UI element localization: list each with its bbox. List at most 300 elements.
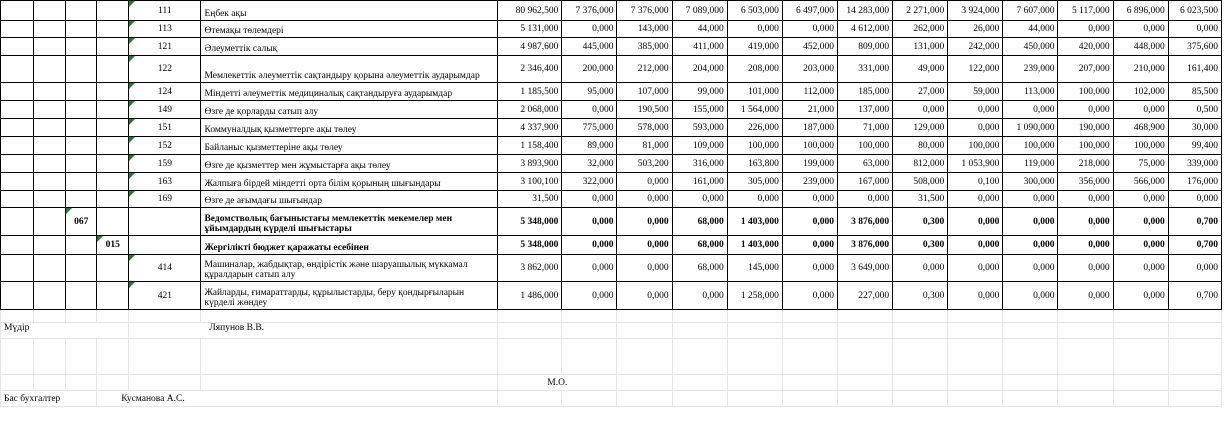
cell-subprogram[interactable] [97, 21, 129, 38]
cell-value[interactable]: 107,000 [617, 83, 672, 101]
cell-value[interactable]: 100,000 [1058, 137, 1113, 155]
cell-function[interactable] [34, 208, 66, 236]
cell-program[interactable] [66, 282, 97, 310]
table-row[interactable] [1, 282, 1222, 310]
cell-value[interactable]: 32,000 [562, 155, 617, 173]
blank-cell[interactable] [1168, 323, 1221, 339]
cell-value[interactable]: 1 403,000 [727, 236, 782, 255]
blank-cell[interactable] [201, 339, 498, 375]
cell-value[interactable]: 0,000 [1058, 191, 1113, 208]
cell-program[interactable] [66, 137, 97, 155]
cell-value[interactable]: 419,000 [727, 38, 782, 56]
blank-cell[interactable] [782, 391, 837, 407]
cell-value[interactable]: 0,000 [617, 255, 672, 282]
cell-specifics[interactable]: 421 [129, 282, 201, 310]
cell-value[interactable]: 356,000 [1058, 173, 1113, 191]
cell-value[interactable]: 122,000 [948, 56, 1003, 83]
cell-function[interactable] [34, 119, 66, 137]
cell-program[interactable] [66, 56, 97, 83]
cell-value[interactable]: 812,000 [893, 155, 948, 173]
cell-specifics[interactable]: 122 [129, 56, 201, 83]
cell-value[interactable]: 0,000 [782, 191, 837, 208]
cell-name[interactable]: Мемлекеттік әлеуметтік сақтандыру қорына әлеуметтік аударымдар [201, 56, 498, 83]
cell-name[interactable]: Өзге де ағымдағы шығындар [201, 191, 498, 208]
cell-function[interactable] [34, 1, 66, 21]
blank-cell[interactable] [837, 323, 892, 339]
cell-group[interactable] [1, 21, 34, 38]
blank-cell[interactable] [948, 391, 1003, 407]
cell-value[interactable]: 239,000 [782, 173, 837, 191]
cell-value[interactable]: 0,300 [893, 282, 948, 310]
cell-value[interactable]: 3 876,000 [837, 236, 892, 255]
blank-cell[interactable] [893, 391, 948, 407]
cell-name[interactable]: Коммуналдық қызметтерге ақы төлеу [201, 119, 498, 137]
cell-value[interactable]: 80 962,500 [498, 1, 562, 21]
cell-specifics[interactable] [129, 236, 201, 255]
cell-value[interactable]: 26,000 [948, 21, 1003, 38]
cell-value[interactable]: 6 497,000 [782, 1, 837, 21]
cell-value[interactable]: 0,000 [1003, 282, 1058, 310]
cell-group[interactable] [1, 101, 34, 119]
cell-value[interactable]: 14 283,000 [837, 1, 892, 21]
cell-value[interactable]: 100,000 [837, 137, 892, 155]
cell-subprogram[interactable] [97, 56, 129, 83]
cell-name[interactable]: Жергілікті бюджет қаражаты есебінен [201, 236, 498, 255]
cell-value[interactable]: 0,000 [617, 208, 672, 236]
cell-value[interactable]: 0,000 [1113, 101, 1168, 119]
cell-value[interactable]: 0,000 [948, 282, 1003, 310]
blank-cell[interactable] [672, 310, 727, 323]
cell-function[interactable] [34, 255, 66, 282]
cell-group[interactable] [1, 155, 34, 173]
cell-group[interactable] [1, 1, 34, 21]
cell-value[interactable]: 109,000 [672, 137, 727, 155]
table-row[interactable] [1, 236, 1222, 255]
cell-value[interactable]: 7 089,000 [672, 1, 727, 21]
blank-cell[interactable] [727, 310, 782, 323]
blank-cell[interactable] [1003, 391, 1058, 407]
cell-subprogram[interactable] [97, 155, 129, 173]
blank-cell[interactable] [782, 339, 837, 375]
blank-cell[interactable] [617, 375, 672, 391]
cell-function[interactable] [34, 236, 66, 255]
cell-value[interactable]: 0,000 [1168, 255, 1221, 282]
cell-value[interactable]: 75,000 [1113, 155, 1168, 173]
cell-value[interactable]: 6 503,000 [727, 1, 782, 21]
cell-value[interactable]: 0,000 [1003, 208, 1058, 236]
cell-value[interactable]: 503,200 [617, 155, 672, 173]
blank-cell[interactable] [97, 310, 129, 323]
cell-value[interactable]: 100,000 [727, 137, 782, 155]
cell-name[interactable]: Байланыс қызметтеріне ақы төлеу [201, 137, 498, 155]
cell-program[interactable] [66, 38, 97, 56]
blank-cell[interactable] [1003, 339, 1058, 375]
cell-value[interactable]: 4 337,900 [498, 119, 562, 137]
cell-value[interactable]: 0,000 [837, 191, 892, 208]
cell-value[interactable]: 1 185,500 [498, 83, 562, 101]
cell-value[interactable]: 4 612,000 [837, 21, 892, 38]
cell-value[interactable]: 204,000 [672, 56, 727, 83]
table-row[interactable] [1, 173, 1222, 191]
blank-cell[interactable] [1, 339, 34, 375]
blank-cell[interactable] [498, 323, 562, 339]
cell-value[interactable]: 99,000 [672, 83, 727, 101]
cell-value[interactable]: 0,000 [948, 208, 1003, 236]
cell-value[interactable]: 155,000 [672, 101, 727, 119]
cell-value[interactable]: 331,000 [837, 56, 892, 83]
cell-value[interactable]: 89,000 [562, 137, 617, 155]
table-row[interactable] [1, 101, 1222, 119]
cell-value[interactable]: 0,000 [562, 236, 617, 255]
blank-cell[interactable] [97, 339, 129, 375]
cell-value[interactable]: 113,000 [1003, 83, 1058, 101]
cell-program[interactable] [66, 155, 97, 173]
cell-value[interactable]: 112,000 [782, 83, 837, 101]
cell-value[interactable]: 44,000 [1003, 21, 1058, 38]
cell-subprogram[interactable]: 015 [97, 236, 129, 255]
cell-function[interactable] [34, 155, 66, 173]
cell-value[interactable]: 0,500 [1168, 101, 1221, 119]
blank-cell[interactable] [672, 391, 727, 407]
cell-value[interactable]: 1 564,000 [727, 101, 782, 119]
blank-cell[interactable] [727, 391, 782, 407]
cell-value[interactable]: 0,000 [948, 119, 1003, 137]
cell-specifics[interactable]: 163 [129, 173, 201, 191]
cell-program[interactable] [66, 101, 97, 119]
blank-cell[interactable] [201, 375, 498, 391]
cell-value[interactable]: 212,000 [617, 56, 672, 83]
cell-program[interactable] [66, 255, 97, 282]
cell-function[interactable] [34, 173, 66, 191]
cell-value[interactable]: 468,900 [1113, 119, 1168, 137]
blank-cell[interactable] [1113, 323, 1168, 339]
cell-value[interactable]: 0,000 [562, 255, 617, 282]
cell-name[interactable]: Машиналар, жабдықтар, өндірістік және шаруашылық мүккамал құралдарын сатып алу [201, 255, 498, 282]
cell-subprogram[interactable] [97, 1, 129, 21]
cell-value[interactable]: 0,000 [1003, 101, 1058, 119]
cell-value[interactable]: 208,000 [727, 56, 782, 83]
cell-value[interactable]: 0,700 [1168, 282, 1221, 310]
cell-function[interactable] [34, 191, 66, 208]
blank-cell[interactable] [837, 310, 892, 323]
blank-cell[interactable] [617, 391, 672, 407]
cell-value[interactable]: 0,000 [1058, 236, 1113, 255]
cell-value[interactable]: 2 346,400 [498, 56, 562, 83]
cell-function[interactable] [34, 101, 66, 119]
cell-value[interactable]: 200,000 [562, 56, 617, 83]
cell-value[interactable]: 5 348,000 [498, 208, 562, 236]
accountant-label[interactable]: Бас бухгалтер [1, 391, 97, 407]
cell-value[interactable]: 420,000 [1058, 38, 1113, 56]
cell-subprogram[interactable] [97, 191, 129, 208]
blank-cell[interactable] [1, 375, 34, 391]
blank-cell[interactable] [201, 310, 498, 323]
cell-value[interactable]: 100,000 [1058, 83, 1113, 101]
blank-cell[interactable] [727, 339, 782, 375]
cell-program[interactable]: 067 [66, 208, 97, 236]
blank-cell[interactable] [129, 339, 201, 375]
cell-value[interactable]: 0,000 [562, 191, 617, 208]
cell-value[interactable]: 0,000 [1113, 191, 1168, 208]
blank-cell[interactable] [617, 310, 672, 323]
cell-name[interactable]: Міндетті әлеуметтік медициналық сақтандыруға аударымдар [201, 83, 498, 101]
cell-specifics[interactable]: 121 [129, 38, 201, 56]
blank-cell[interactable] [893, 375, 948, 391]
cell-value[interactable]: 207,000 [1058, 56, 1113, 83]
cell-subprogram[interactable] [97, 208, 129, 236]
cell-specifics[interactable]: 169 [129, 191, 201, 208]
blank-cell[interactable] [837, 391, 892, 407]
cell-value[interactable]: 0,300 [893, 208, 948, 236]
cell-value[interactable]: 5 117,000 [1058, 1, 1113, 21]
blank-cell[interactable] [1058, 391, 1113, 407]
blank-cell[interactable] [672, 323, 727, 339]
cell-value[interactable]: 3 876,000 [837, 208, 892, 236]
cell-value[interactable]: 0,000 [948, 101, 1003, 119]
cell-value[interactable]: 0,000 [1058, 255, 1113, 282]
table-row[interactable] [1, 56, 1222, 83]
cell-value[interactable]: 262,000 [893, 21, 948, 38]
blank-cell[interactable] [672, 339, 727, 375]
cell-value[interactable]: 0,000 [617, 173, 672, 191]
table-row[interactable] [1, 208, 1222, 236]
cell-value[interactable]: 0,100 [948, 173, 1003, 191]
cell-value[interactable]: 3 862,000 [498, 255, 562, 282]
cell-subprogram[interactable] [97, 119, 129, 137]
cell-value[interactable]: 100,000 [782, 137, 837, 155]
cell-value[interactable]: 95,000 [562, 83, 617, 101]
cell-value[interactable]: 101,000 [727, 83, 782, 101]
blank-cell[interactable] [837, 339, 892, 375]
cell-function[interactable] [34, 56, 66, 83]
cell-value[interactable]: 1 090,000 [1003, 119, 1058, 137]
cell-specifics[interactable]: 152 [129, 137, 201, 155]
cell-group[interactable] [1, 173, 34, 191]
cell-value[interactable]: 0,000 [948, 191, 1003, 208]
cell-subprogram[interactable] [97, 38, 129, 56]
blank-cell[interactable] [498, 391, 562, 407]
cell-value[interactable]: 4 987,600 [498, 38, 562, 56]
blank-cell[interactable] [1058, 339, 1113, 375]
cell-value[interactable]: 0,000 [562, 282, 617, 310]
cell-value[interactable]: 6 896,000 [1113, 1, 1168, 21]
cell-group[interactable] [1, 191, 34, 208]
cell-value[interactable]: 145,000 [727, 255, 782, 282]
cell-value[interactable]: 49,000 [893, 56, 948, 83]
table-row[interactable] [1, 21, 1222, 38]
table-row[interactable] [1, 119, 1222, 137]
cell-value[interactable]: 775,000 [562, 119, 617, 137]
cell-value[interactable]: 210,000 [1113, 56, 1168, 83]
cell-value[interactable]: 185,000 [837, 83, 892, 101]
cell-value[interactable]: 0,000 [617, 282, 672, 310]
cell-value[interactable]: 80,000 [893, 137, 948, 155]
cell-value[interactable]: 0,000 [562, 208, 617, 236]
cell-value[interactable]: 68,000 [672, 208, 727, 236]
blank-cell[interactable] [562, 339, 617, 375]
cell-value[interactable]: 63,000 [837, 155, 892, 173]
cell-value[interactable]: 0,000 [893, 255, 948, 282]
cell-value[interactable]: 27,000 [893, 83, 948, 101]
cell-value[interactable]: 322,000 [562, 173, 617, 191]
blank-cell[interactable] [782, 323, 837, 339]
cell-value[interactable]: 190,500 [617, 101, 672, 119]
cell-value[interactable]: 0,000 [1058, 101, 1113, 119]
cell-value[interactable]: 131,000 [893, 38, 948, 56]
cell-value[interactable]: 0,000 [893, 101, 948, 119]
cell-function[interactable] [34, 282, 66, 310]
blank-cell[interactable] [1003, 323, 1058, 339]
cell-function[interactable] [34, 38, 66, 56]
cell-group[interactable] [1, 282, 34, 310]
blank-cell[interactable] [66, 375, 97, 391]
cell-group[interactable] [1, 83, 34, 101]
blank-cell[interactable] [34, 339, 66, 375]
blank-cell[interactable] [893, 323, 948, 339]
cell-value[interactable]: 0,000 [1003, 191, 1058, 208]
cell-value[interactable]: 3 893,900 [498, 155, 562, 173]
blank-cell[interactable] [1168, 391, 1221, 407]
cell-program[interactable] [66, 83, 97, 101]
cell-value[interactable]: 3 924,000 [948, 1, 1003, 21]
cell-value[interactable]: 161,000 [672, 173, 727, 191]
blank-cell[interactable] [129, 310, 201, 323]
cell-subprogram[interactable] [97, 137, 129, 155]
cell-specifics[interactable]: 111 [129, 1, 201, 21]
cell-name[interactable]: Жалпыға бірдей міндетті орта білім қорының шығындары [201, 173, 498, 191]
cell-specifics[interactable] [129, 208, 201, 236]
cell-group[interactable] [1, 255, 34, 282]
cell-specifics[interactable]: 151 [129, 119, 201, 137]
cell-value[interactable]: 68,000 [672, 255, 727, 282]
cell-value[interactable]: 593,000 [672, 119, 727, 137]
blank-cell[interactable] [562, 323, 617, 339]
cell-value[interactable]: 7 607,000 [1003, 1, 1058, 21]
cell-value[interactable]: 305,000 [727, 173, 782, 191]
cell-value[interactable]: 339,000 [1168, 155, 1221, 173]
cell-function[interactable] [34, 83, 66, 101]
cell-subprogram[interactable] [97, 101, 129, 119]
cell-name[interactable]: Еңбек ақы [201, 1, 498, 21]
cell-group[interactable] [1, 236, 34, 255]
cell-value[interactable]: 0,000 [1168, 21, 1221, 38]
cell-value[interactable]: 0,300 [893, 236, 948, 255]
table-row[interactable] [1, 137, 1222, 155]
cell-subprogram[interactable] [97, 83, 129, 101]
cell-value[interactable]: 0,000 [1058, 21, 1113, 38]
cell-value[interactable]: 129,000 [893, 119, 948, 137]
cell-value[interactable]: 199,000 [782, 155, 837, 173]
cell-value[interactable]: 0,000 [782, 208, 837, 236]
cell-value[interactable]: 450,000 [1003, 38, 1058, 56]
blank-cell[interactable] [948, 375, 1003, 391]
cell-value[interactable]: 0,000 [1113, 236, 1168, 255]
blank-cell[interactable] [562, 391, 617, 407]
stamp-label[interactable]: М.О. [498, 375, 617, 391]
cell-value[interactable]: 71,000 [837, 119, 892, 137]
cell-value[interactable]: 2 068,000 [498, 101, 562, 119]
cell-value[interactable]: 0,000 [1058, 282, 1113, 310]
blank-cell[interactable] [782, 310, 837, 323]
cell-value[interactable]: 0,000 [1168, 191, 1221, 208]
cell-program[interactable] [66, 1, 97, 21]
cell-value[interactable]: 0,000 [672, 191, 727, 208]
cell-function[interactable] [34, 137, 66, 155]
cell-value[interactable]: 7 376,000 [562, 1, 617, 21]
cell-value[interactable]: 1 258,000 [727, 282, 782, 310]
blank-cell[interactable] [498, 339, 562, 375]
cell-value[interactable]: 0,000 [1113, 208, 1168, 236]
cell-name[interactable]: Өзге де қызметтер мен жұмыстарға ақы төлеу [201, 155, 498, 173]
cell-value[interactable]: 239,000 [1003, 56, 1058, 83]
table-row[interactable] [1, 1, 1222, 21]
cell-value[interactable]: 385,000 [617, 38, 672, 56]
cell-value[interactable]: 5 348,000 [498, 236, 562, 255]
table-row[interactable] [1, 38, 1222, 56]
cell-value[interactable]: 100,000 [1113, 137, 1168, 155]
cell-value[interactable]: 31,500 [498, 191, 562, 208]
table-row[interactable] [1, 191, 1222, 208]
blank-cell[interactable] [129, 375, 201, 391]
cell-value[interactable]: 167,000 [837, 173, 892, 191]
cell-value[interactable]: 375,600 [1168, 38, 1221, 56]
cell-value[interactable]: 411,000 [672, 38, 727, 56]
cell-specifics[interactable]: 113 [129, 21, 201, 38]
cell-value[interactable]: 21,000 [782, 101, 837, 119]
blank-cell[interactable] [948, 310, 1003, 323]
cell-value[interactable]: 0,000 [727, 21, 782, 38]
blank-cell[interactable] [893, 310, 948, 323]
table-row[interactable] [1, 255, 1222, 282]
cell-value[interactable]: 3 649,000 [837, 255, 892, 282]
blank-cell[interactable] [34, 375, 66, 391]
blank-cell[interactable] [562, 310, 617, 323]
cell-name[interactable]: Өзге де қорларды сатып алу [201, 101, 498, 119]
director-name[interactable]: Ляпунов В.В. [129, 323, 498, 339]
cell-value[interactable]: 508,000 [893, 173, 948, 191]
cell-value[interactable]: 176,000 [1168, 173, 1221, 191]
cell-value[interactable]: 1 158,400 [498, 137, 562, 155]
cell-value[interactable]: 100,000 [1003, 137, 1058, 155]
blank-cell[interactable] [948, 339, 1003, 375]
blank-cell[interactable] [1113, 391, 1168, 407]
blank-cell[interactable] [948, 323, 1003, 339]
cell-specifics[interactable]: 124 [129, 83, 201, 101]
cell-value[interactable]: 448,000 [1113, 38, 1168, 56]
cell-value[interactable]: 226,000 [727, 119, 782, 137]
blank-cell[interactable] [97, 375, 129, 391]
cell-program[interactable] [66, 173, 97, 191]
director-label[interactable]: Мүдір [1, 323, 129, 339]
cell-value[interactable]: 6 023,500 [1168, 1, 1221, 21]
cell-value[interactable]: 578,000 [617, 119, 672, 137]
cell-value[interactable]: 190,000 [1058, 119, 1113, 137]
cell-specifics[interactable]: 159 [129, 155, 201, 173]
cell-value[interactable]: 68,000 [672, 236, 727, 255]
cell-value[interactable]: 218,000 [1058, 155, 1113, 173]
blank-cell[interactable] [727, 375, 782, 391]
cell-value[interactable]: 161,400 [1168, 56, 1221, 83]
cell-value[interactable]: 143,000 [617, 21, 672, 38]
cell-value[interactable]: 1 486,000 [498, 282, 562, 310]
blank-cell[interactable] [1058, 375, 1113, 391]
blank-cell[interactable] [1168, 310, 1221, 323]
cell-value[interactable]: 0,000 [948, 255, 1003, 282]
blank-cell[interactable] [1168, 339, 1221, 375]
cell-value[interactable]: 445,000 [562, 38, 617, 56]
cell-value[interactable]: 0,000 [782, 255, 837, 282]
cell-specifics[interactable]: 149 [129, 101, 201, 119]
